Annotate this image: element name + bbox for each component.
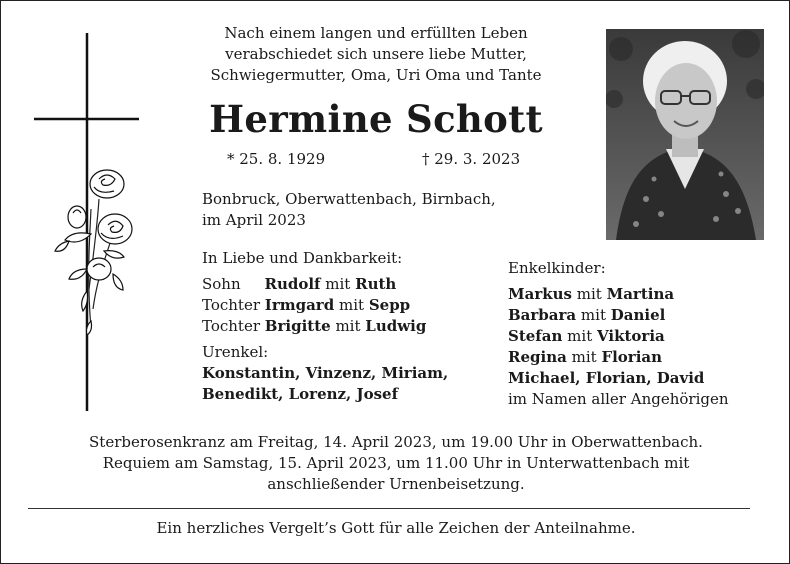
mit-word: mit [580, 306, 606, 324]
service-line: Requiem am Samstag, 15. April 2023, um 11.00 Uhr in Unterwattenbach mit [102, 454, 690, 472]
partner-name: Martina [606, 285, 675, 303]
member-name: Rudolf [264, 275, 321, 293]
grandchild-row [508, 347, 778, 368]
family-column [202, 248, 492, 405]
places-and-date [202, 189, 496, 231]
birth-date: * 25. 8. 1929 [227, 150, 326, 168]
partner-name: Daniel [610, 306, 666, 324]
relatives-line: im Namen aller Angehörigen [508, 390, 729, 408]
member-name: Barbara [508, 306, 577, 324]
intro-line: Nach einem langen und erfüllten Leben [224, 24, 528, 42]
great-grandchildren-line: Konstantin, Vinzenz, Miriam, [202, 364, 449, 382]
great-grandchildren-heading: Urenkel: [202, 343, 269, 361]
grandchildren-column [508, 258, 778, 410]
service-info [21, 432, 771, 495]
relation: Tochter [202, 317, 261, 335]
partner-name: Ludwig [365, 317, 427, 335]
grandchild-row [508, 284, 778, 305]
places-line: im April 2023 [202, 211, 306, 229]
partner-name: Florian [601, 348, 663, 366]
member-name: Irmgard [264, 296, 335, 314]
portrait-photo [606, 29, 764, 240]
relation: Sohn [202, 275, 241, 293]
cross-with-roses-icon [29, 29, 149, 414]
intro-text [181, 23, 571, 86]
divider [28, 508, 750, 509]
family-row [202, 316, 492, 337]
partner-name: Sepp [368, 296, 411, 314]
closing-line: Ein herzliches Vergelt’s Gott für alle Zeichen der Anteilnahme. [156, 519, 636, 537]
mit-word: mit [335, 317, 361, 335]
mit-word: mit [325, 275, 351, 293]
service-line: anschließender Urnenbeisetzung. [267, 475, 525, 493]
great-grandchildren-line: Benedikt, Lorenz, Josef [202, 385, 399, 403]
family-row [202, 295, 492, 316]
mit-word: mit [576, 285, 602, 303]
grandchild-row [508, 305, 778, 326]
deceased-name: Hermine Schott [209, 97, 543, 141]
mit-word: mit [571, 348, 597, 366]
member-name: Regina [508, 348, 567, 366]
member-name: Markus [508, 285, 572, 303]
partner-name: Viktoria [597, 327, 665, 345]
member-name: Brigitte [264, 317, 331, 335]
family-heading: In Liebe und Dankbarkeit: [202, 249, 403, 267]
grandchildren-last-line: Michael, Florian, David [508, 369, 705, 387]
grandchildren-heading: Enkelkinder: [508, 259, 606, 277]
mit-word: mit [338, 296, 365, 314]
relation: Tochter [202, 296, 261, 314]
family-row [202, 274, 492, 295]
service-line: Sterberosenkranz am Freitag, 14. April 2023, um 19.00 Uhr in Oberwattenbach. [89, 433, 703, 451]
intro-line: verabschiedet sich unsere liebe Mutter, [225, 45, 527, 63]
grandchild-row [508, 326, 778, 347]
intro-line: Schwiegermutter, Oma, Uri Oma und Tante [210, 66, 542, 84]
member-name: Stefan [508, 327, 563, 345]
partner-name: Ruth [355, 275, 397, 293]
mit-word: mit [567, 327, 593, 345]
death-date: † 29. 3. 2023 [422, 150, 521, 168]
places-line: Bonbruck, Oberwattenbach, Birnbach, [202, 190, 496, 208]
